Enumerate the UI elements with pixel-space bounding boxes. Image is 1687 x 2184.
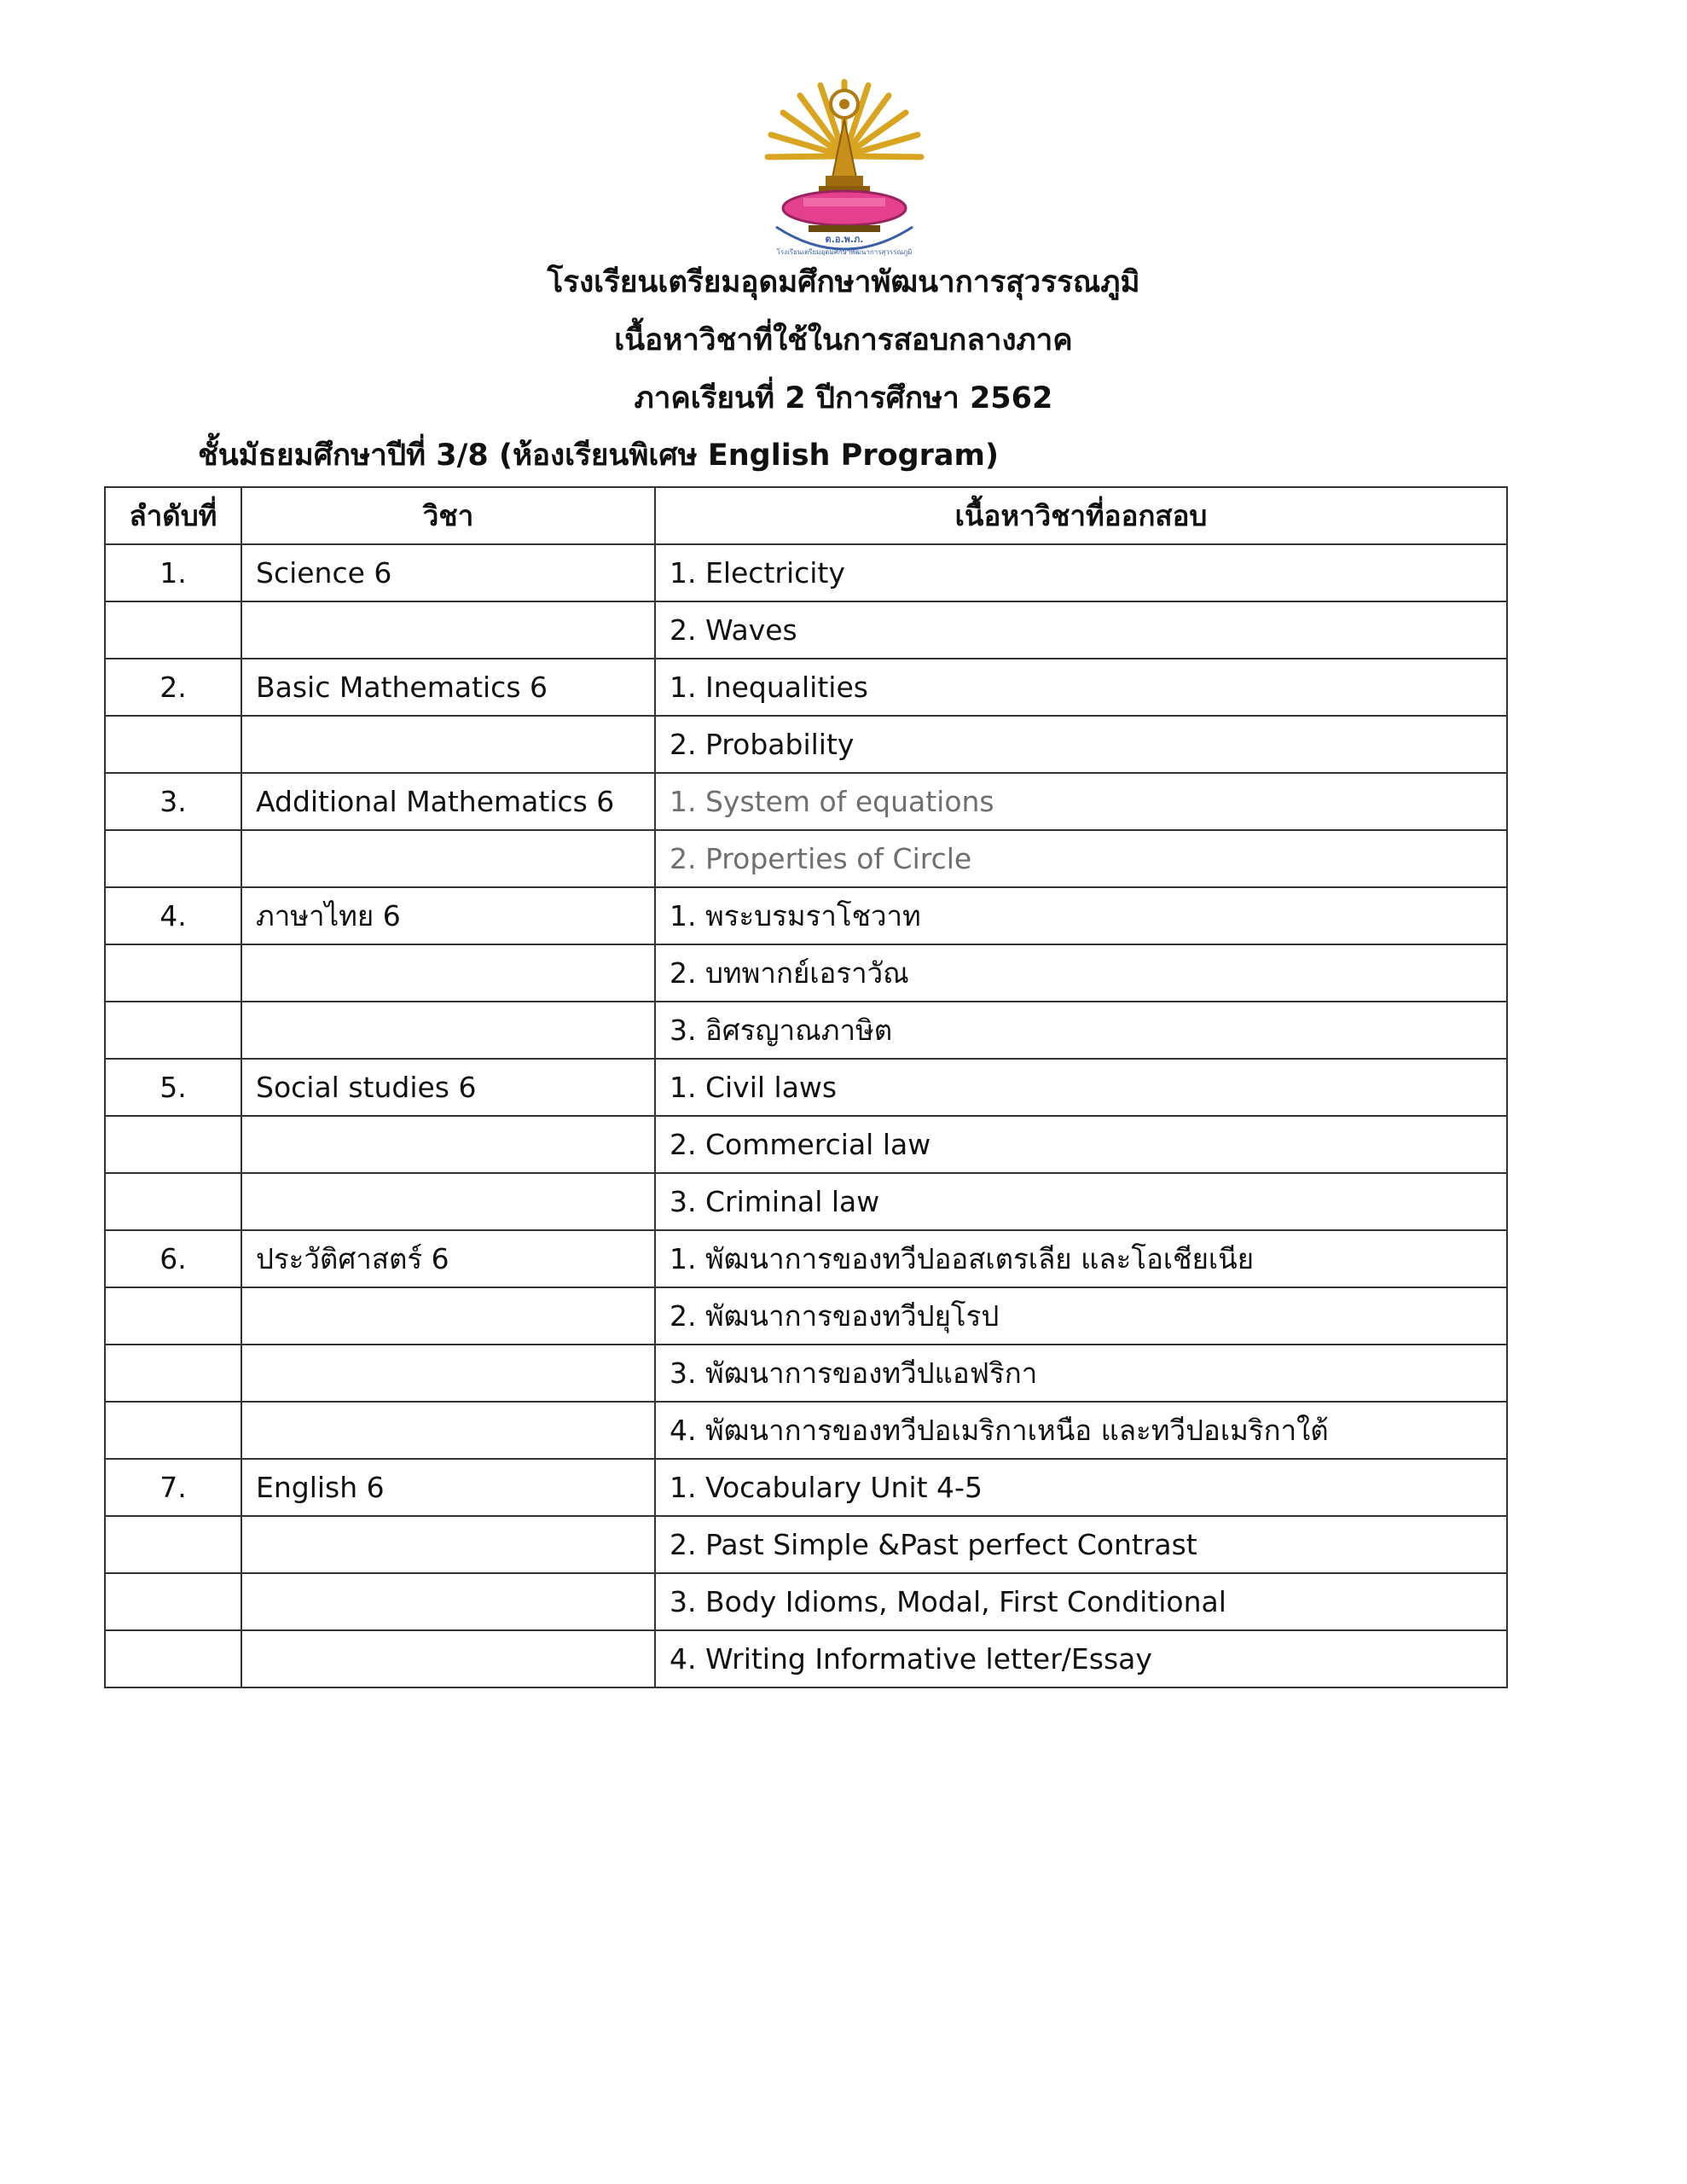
table-row (105, 773, 1507, 830)
row-content: 3. อิศรญาณภาษิต (655, 1002, 1507, 1059)
row-subject (241, 1516, 655, 1573)
table-row (105, 1116, 1507, 1173)
table-row (105, 887, 1507, 944)
row-number: 7. (105, 1459, 241, 1516)
row-number (105, 944, 241, 1002)
row-number (105, 1573, 241, 1630)
svg-text:โรงเรียนเตรียมอุดมศึกษาพัฒนากา: โรงเรียนเตรียมอุดมศึกษาพัฒนาการสุวรรณภูมิ (776, 248, 913, 256)
header-number: ลำดับที่ (105, 487, 241, 544)
row-content: 2. Commercial law (655, 1116, 1507, 1173)
row-subject: ประวัติศาสตร์ 6 (241, 1230, 655, 1287)
table-row (105, 1573, 1507, 1630)
row-subject (241, 1173, 655, 1230)
row-number: 4. (105, 887, 241, 944)
table-row (105, 1516, 1507, 1573)
table-row (105, 1402, 1507, 1459)
row-content: 3. พัฒนาการของทวีปแอฟริกา (655, 1345, 1507, 1402)
table-row (105, 601, 1507, 659)
row-content: 2. Past Simple &Past perfect Contrast (655, 1516, 1507, 1573)
row-content: 1. พัฒนาการของทวีปออสเตรเลีย และโอเชียเนีย (655, 1230, 1507, 1287)
row-subject (241, 944, 655, 1002)
row-subject (241, 1002, 655, 1059)
table-row (105, 1059, 1507, 1116)
table-header-row (105, 487, 1507, 544)
document-title: เนื้อหาวิชาที่ใช้ในการสอบกลางภาค (614, 323, 1073, 357)
table-row (105, 659, 1507, 716)
table-row (105, 1173, 1507, 1230)
row-content: 2. บทพากย์เอราวัณ (655, 944, 1507, 1002)
row-content: 3. Criminal law (655, 1173, 1507, 1230)
row-subject: Additional Mathematics 6 (241, 773, 655, 830)
row-content: 4. พัฒนาการของทวีปอเมริกาเหนือ และทวีปอเมริกาใต้ (655, 1402, 1507, 1459)
row-content: 2. Probability (655, 716, 1507, 773)
row-subject (241, 1345, 655, 1402)
table-row (105, 1287, 1507, 1345)
row-content: 1. Vocabulary Unit 4-5 (655, 1459, 1507, 1516)
svg-text:ต.อ.พ.ภ.: ต.อ.พ.ภ. (825, 234, 864, 245)
row-subject (241, 716, 655, 773)
table-row (105, 1002, 1507, 1059)
row-number (105, 1345, 241, 1402)
term-line: ภาคเรียนที่ 2 ปีการศึกษา 2562 (634, 381, 1053, 415)
row-number (105, 1173, 241, 1230)
row-number: 5. (105, 1059, 241, 1116)
row-subject: English 6 (241, 1459, 655, 1516)
table-row (105, 830, 1507, 887)
exam-content-table (104, 486, 1508, 1688)
row-number (105, 830, 241, 887)
row-content: 1. Inequalities (655, 659, 1507, 716)
school-name: โรงเรียนเตรียมอุดมศึกษาพัฒนาการสุวรรณภูมิ (547, 265, 1140, 299)
table-row (105, 944, 1507, 1002)
row-subject (241, 1402, 655, 1459)
row-number (105, 1516, 241, 1573)
row-number (105, 601, 241, 659)
row-subject: ภาษาไทย 6 (241, 887, 655, 944)
row-subject: Science 6 (241, 544, 655, 601)
row-content: 2. Properties of Circle (655, 830, 1507, 887)
row-subject (241, 1287, 655, 1345)
row-content: 4. Writing Informative letter/Essay (655, 1630, 1507, 1687)
row-subject: Basic Mathematics 6 (241, 659, 655, 716)
row-content: 2. พัฒนาการของทวีปยุโรป (655, 1287, 1507, 1345)
class-line: ชั้นมัธยมศึกษาปีที่ 3/8 (ห้องเรียนพิเศษ English Program) (198, 439, 1000, 473)
header-subject: วิชา (241, 487, 655, 544)
row-number (105, 1002, 241, 1059)
table-row (105, 1230, 1507, 1287)
row-subject (241, 830, 655, 887)
table-row (105, 1630, 1507, 1687)
row-number (105, 1402, 241, 1459)
row-number: 3. (105, 773, 241, 830)
row-number (105, 1116, 241, 1173)
row-subject (241, 601, 655, 659)
row-number (105, 1287, 241, 1345)
row-content: 1. System of equations (655, 773, 1507, 830)
header-content: เนื้อหาวิชาที่ออกสอบ (655, 487, 1507, 544)
row-content: 1. Civil laws (655, 1059, 1507, 1116)
row-subject (241, 1573, 655, 1630)
row-content: 3. Body Idioms, Modal, First Conditional (655, 1573, 1507, 1630)
row-subject (241, 1116, 655, 1173)
row-number (105, 1630, 241, 1687)
school-emblem-logo (751, 75, 938, 258)
row-content: 1. Electricity (655, 544, 1507, 601)
table-row (105, 1345, 1507, 1402)
row-subject: Social studies 6 (241, 1059, 655, 1116)
table-row (105, 544, 1507, 601)
row-content: 1. พระบรมราโชวาท (655, 887, 1507, 944)
row-number: 6. (105, 1230, 241, 1287)
table-row (105, 716, 1507, 773)
row-subject (241, 1630, 655, 1687)
row-number: 2. (105, 659, 241, 716)
row-content: 2. Waves (655, 601, 1507, 659)
row-number: 1. (105, 544, 241, 601)
row-number (105, 716, 241, 773)
table-row (105, 1459, 1507, 1516)
